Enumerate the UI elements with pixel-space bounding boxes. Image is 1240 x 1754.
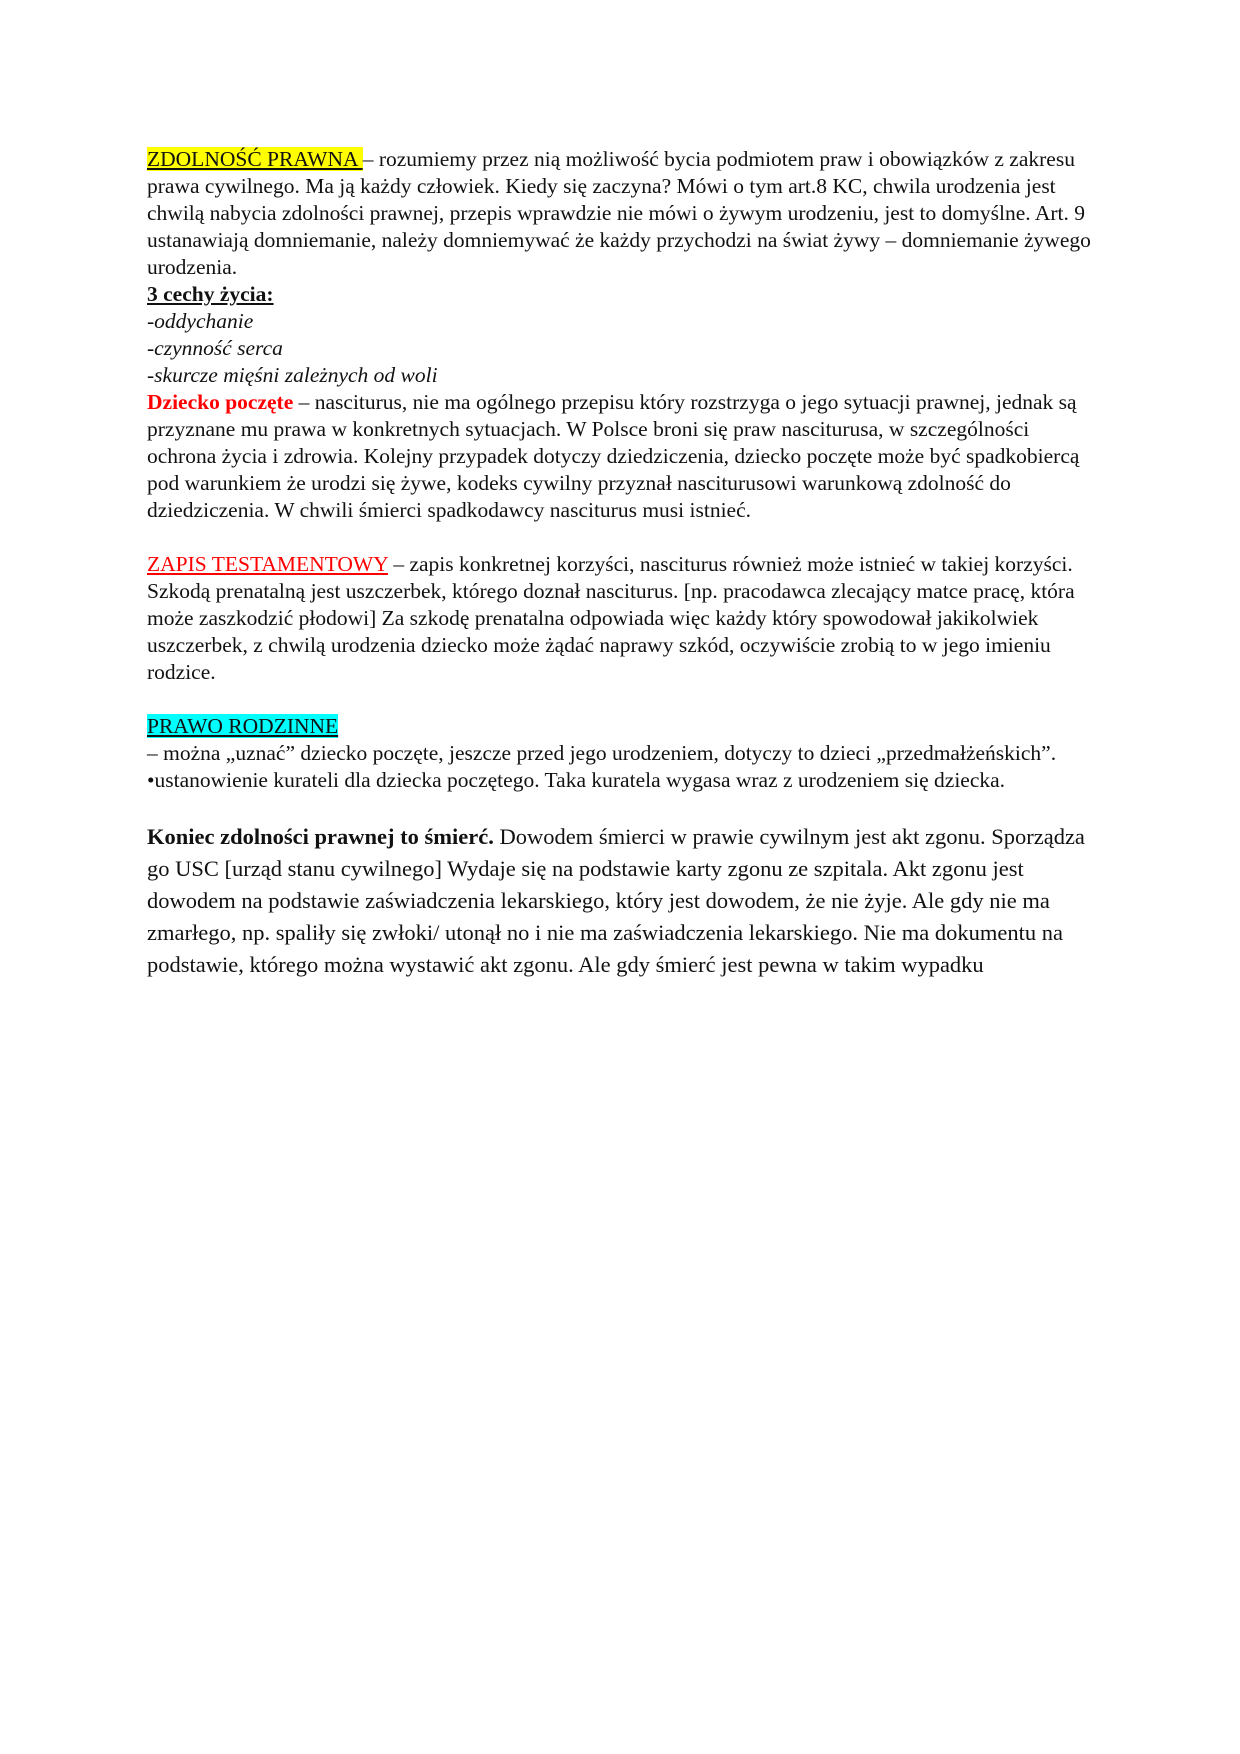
text-family-law-recognition: – można „uznać” dziecko poczęte, jeszcze przed jego urodzeniem, dotyczy to dzieci „przedmałżeńskich”. [147, 741, 1057, 765]
paragraph-legal-capacity [147, 146, 1097, 281]
text-legal-capacity: – rozumiemy przez nią możliwość bycia podmiotem praw i obowiązków z zakresu prawa cywilnego. Ma ją każdy człowiek. Kiedy się zaczyna? Mówi o tym art.8 KC, chwila urodzenia jest chwilą nabycia zdolności prawnej, przepis wprawdzie nie mówi o żywym urodzeniu, jest to domyślne. Art. 9 ustanawiają domniemanie, należy domniemywać że każdy przychodzi na świat żywy – domniemanie żywego urodzenia. [147, 147, 1091, 279]
heading-testamentary-bequest: ZAPIS TESTAMENTOWY [147, 552, 388, 576]
life-trait-item: -czynność serca [147, 336, 283, 360]
spacer [147, 524, 1097, 551]
heading-life-traits: 3 cechy życia: [147, 282, 274, 306]
life-trait-item: -skurcze mięśni zależnych od woli [147, 363, 438, 387]
life-trait-item: -oddychanie [147, 309, 254, 333]
document-page [147, 146, 1097, 981]
heading-conceived-child: Dziecko poczęte [147, 390, 294, 414]
text-end-of-capacity: Dowodem śmierci w prawie cywilnym jest akt zgonu. Sporządza go USC [urząd stanu cywilnego] Wydaje się na podstawie karty zgonu ze szpitala. Akt zgonu jest dowodem na podstawie zaświadczenia lekarskiego, który jest dowodem, że nie żyje. Ale gdy nie ma zmarłego, np. spaliły się zwłoki/ utonął no i nie ma zaświadczenia lekarskiego. Nie ma dokumentu na podstawie, którego można wystawić akt zgonu. Ale gdy śmierć jest pewna w takim wypadku [147, 824, 1085, 977]
heading-family-law-line [147, 713, 1097, 740]
paragraph-end-of-capacity [147, 821, 1097, 981]
text-testamentary-bequest: – zapis konkretnej korzyści, nasciturus również może istnieć w takiej korzyści. Szkodą prenatalną jest uszczerbek, którego doznał nasciturus. [np. pracodawca zlecający matce pracę, która może zaszkodzić płodowi] Za szkodę prenatalna odpowiada więc każdy który spowodował jakikolwiek uszczerbek, z chwilą urodzenia dziecko może żądać naprawy szkód, oczywiście zrobią to w jego imieniu rodzice. [147, 552, 1075, 684]
heading-legal-capacity: ZDOLNOŚĆ PRAWNA [147, 147, 363, 171]
text-conceived-child: – nasciturus, nie ma ogólnego przepisu który rozstrzyga o jego sytuacji prawnej, jednak są przyznane mu prawa w konkretnych sytuacjach. W Polsce broni się praw nasciturusa, w szczególności ochrona życia i zdrowia. Kolejny przypadek dotyczy dziedziczenia, dziecko poczęte może być spadkobiercą pod warunkiem że urodzi się żywe, kodeks cywilny przyznał nasciturusowi warunkową zdolność do dziedziczenia. W chwili śmierci spadkodawcy nasciturus musi istnieć. [147, 390, 1080, 522]
heading-family-law: PRAWO RODZINNE [147, 714, 339, 738]
text-family-law-curatorship: •ustanowienie kurateli dla dziecka poczętego. Taka kuratela wygasa wraz z urodzeniem się dziecka. [147, 768, 1006, 792]
heading-life-traits-line [147, 281, 1097, 308]
paragraph-testamentary-bequest [147, 551, 1097, 686]
heading-end-of-capacity: Koniec zdolności prawnej to śmierć. [147, 824, 494, 849]
paragraph-conceived-child [147, 389, 1097, 524]
spacer [147, 686, 1097, 713]
spacer [147, 794, 1097, 821]
